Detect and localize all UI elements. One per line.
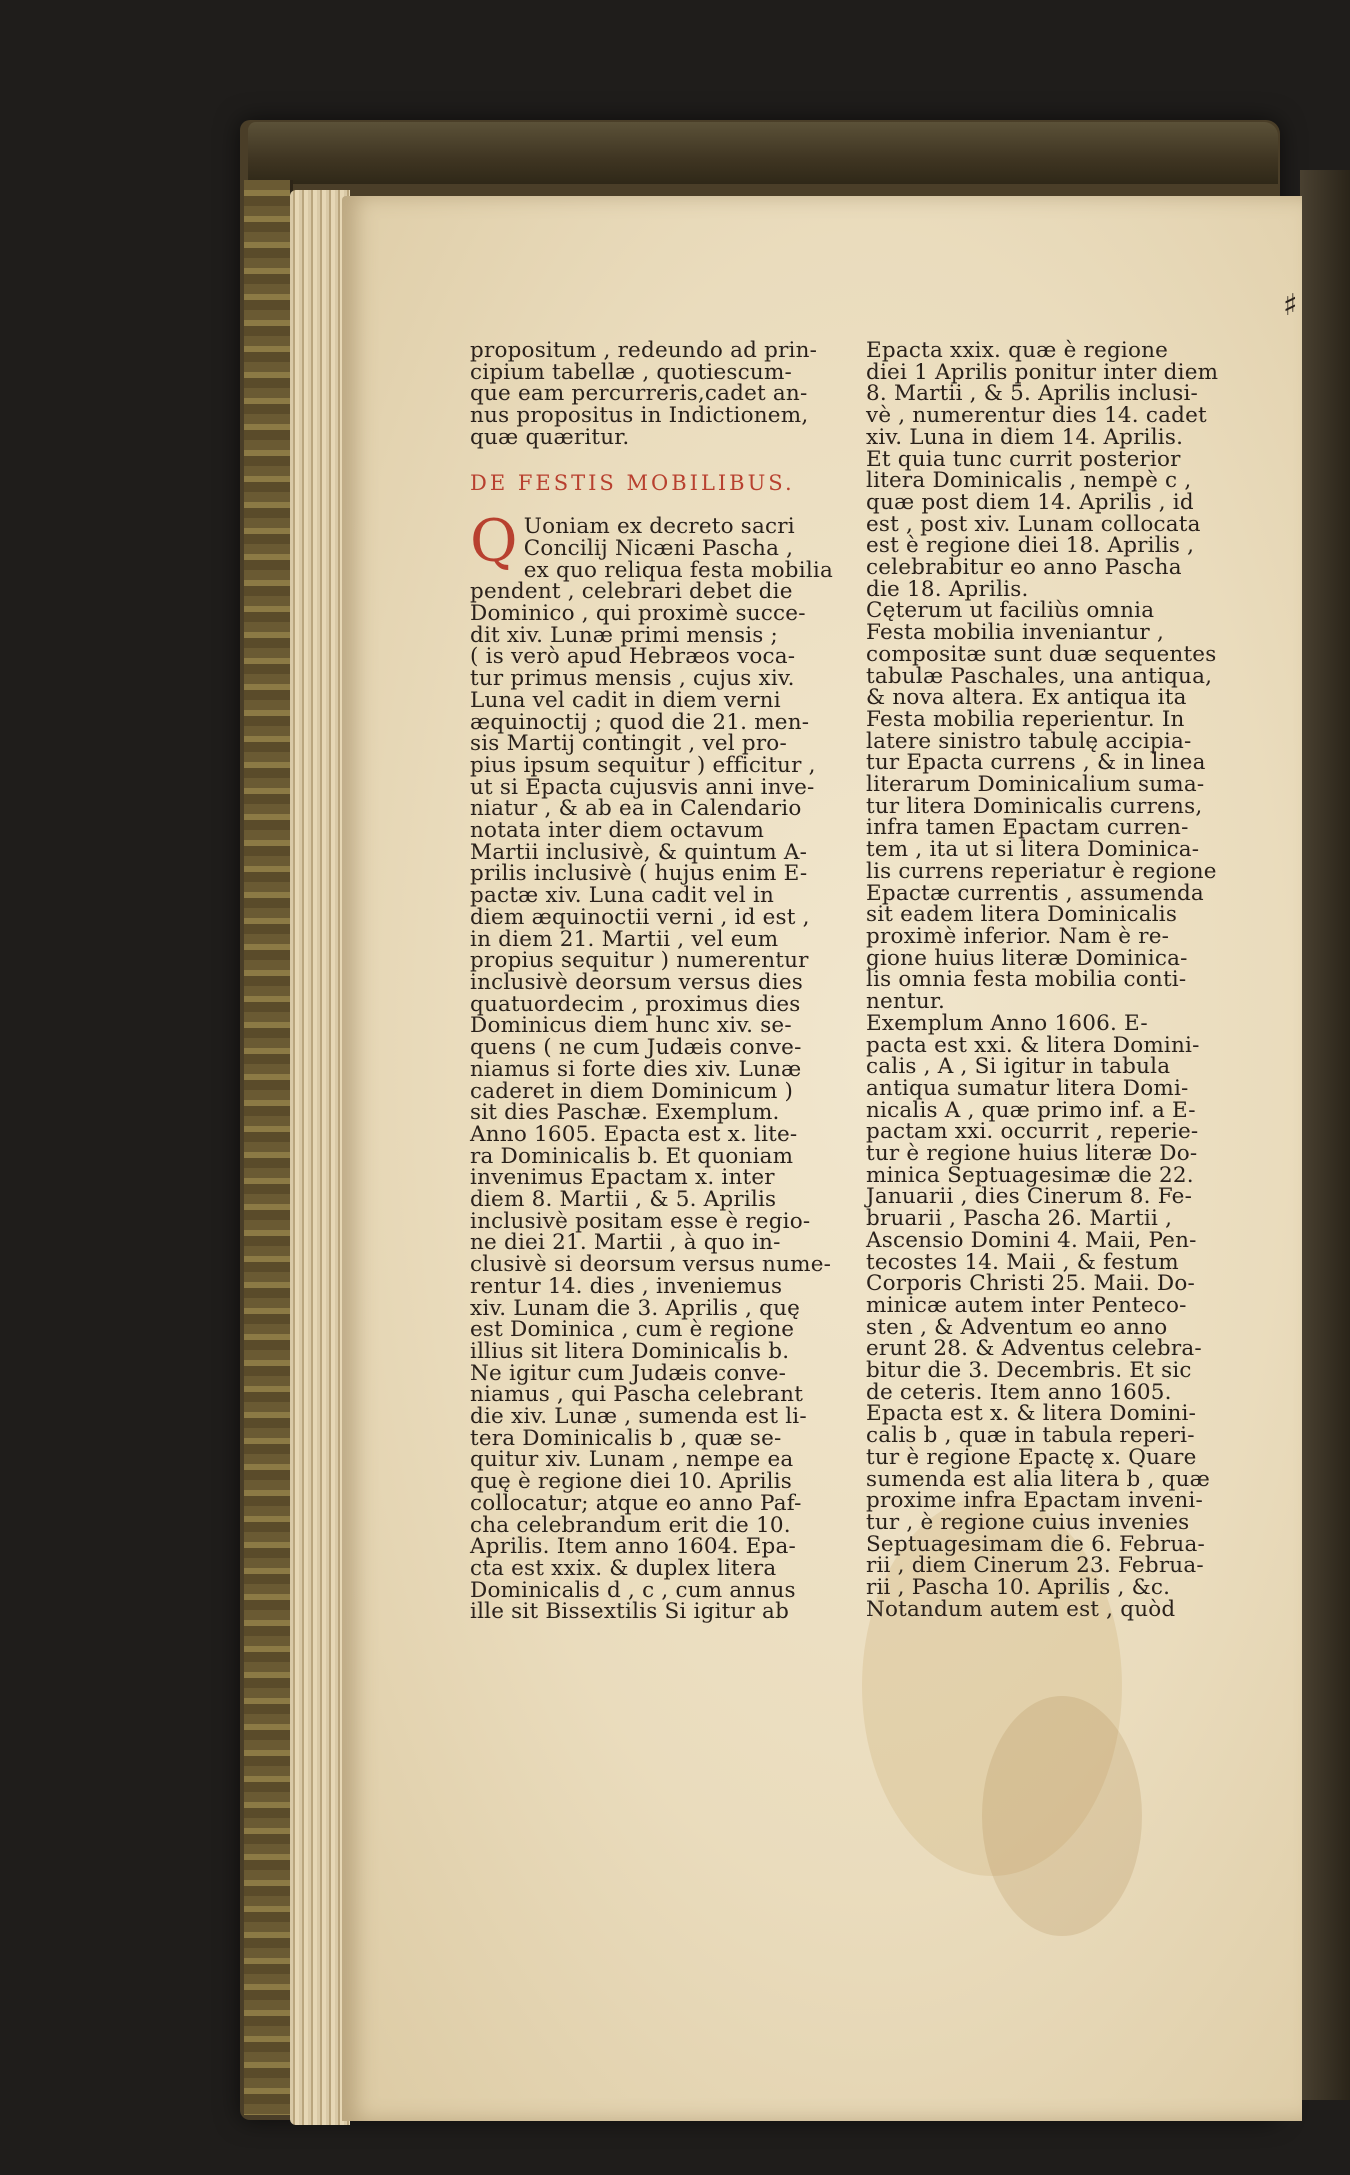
text-line: tabulæ Paschales, una antiqua, — [866, 663, 1213, 689]
text-line: sit dies Paschæ. Exemplum. — [470, 1100, 780, 1126]
text-line: lis omnia festa mobilia conti- — [866, 967, 1187, 993]
text-line: ut si Epacta cujusvis anni inve- — [470, 774, 815, 800]
text-line: Januarii , dies Cinerum 8. Fe- — [866, 1184, 1193, 1210]
text-line: literarum Dominicalium suma- — [866, 772, 1205, 798]
text-line: quitur xiv. Lunam , nempe ea — [470, 1447, 794, 1473]
text-line: est Dominica , cum è regione — [470, 1317, 795, 1343]
text-line: nicalis A , quæ primo inf. a E- — [866, 1097, 1196, 1123]
text-line: sumenda est alia litera b , quæ — [866, 1466, 1211, 1492]
text-line: quens ( ne cum Judæis conve- — [470, 1035, 802, 1061]
text-line: proximè inferior. Nam è re- — [866, 923, 1170, 949]
text-line: ille sit Bissextilis Si igitur ab — [470, 1599, 790, 1625]
text-line: pacta est xxi. & litera Domini- — [866, 1032, 1200, 1058]
book-spine — [244, 180, 293, 2115]
left-intro — [470, 340, 865, 449]
text-line: gione huius literæ Dominica- — [866, 945, 1188, 971]
text-line: rii , diem Cinerum 23. Februa- — [866, 1553, 1204, 1579]
text-line: Anno 1605. Epacta est x. lite- — [470, 1121, 798, 1147]
text-line: est , post xiv. Lunam collocata — [866, 511, 1201, 537]
right-board — [1300, 170, 1350, 2100]
text-line: 8. Martii , & 5. Aprilis inclusi- — [866, 381, 1198, 407]
right-column — [866, 340, 1244, 1620]
text-line: diem æquinoctii verni , id est , — [470, 904, 810, 930]
text-line: bruarii , Pascha 26. Martii , — [866, 1206, 1173, 1232]
text-line: cha celebrandum erit die 10. — [470, 1512, 791, 1538]
text-line: quæ quæritur. — [470, 424, 630, 450]
text-line: Epacta xxix. quæ è regione — [866, 338, 1169, 363]
text-line: litera Dominicalis , nempè c , — [866, 468, 1192, 494]
text-line: xiv. Luna in diem 14. Aprilis. — [866, 424, 1184, 450]
text-line: Notandum autem est , quòd — [866, 1596, 1176, 1622]
page-stain — [982, 1696, 1142, 1936]
text-line: prilis inclusivè ( hujus enim E- — [470, 861, 808, 887]
text-line: die xiv. Lunæ , sumenda est li- — [470, 1404, 807, 1430]
text-line: sis Martij contingit , vel pro- — [470, 731, 787, 757]
text-line: calis , A , Si igitur in tabula — [866, 1054, 1171, 1080]
text-line: Dominicalis d , c , cum annus — [470, 1577, 796, 1603]
text-line: ne diei 21. Martii , à quo in- — [470, 1230, 781, 1256]
text-line: minica Septuagesimæ die 22. — [866, 1162, 1194, 1188]
text-line: quæ post diem 14. Aprilis , id — [866, 489, 1194, 515]
text-line: in diem 21. Martii , vel eum — [470, 926, 779, 952]
text-line: Cęterum ut faciliùs omnia — [866, 598, 1155, 624]
text-line: & nova altera. Ex antiqua ita — [866, 685, 1187, 711]
text-line: proxime infra Epactam inveni- — [866, 1488, 1203, 1514]
text-line: Festa mobilia inveniantur , — [866, 620, 1164, 646]
text-line: inclusivè positam esse è regio- — [470, 1208, 811, 1234]
text-line: que eam percurreris,cadet an- — [470, 381, 808, 407]
text-line: erunt 28. & Adventus celebra- — [866, 1336, 1202, 1362]
text-line: sten , & Adventum eo anno — [866, 1314, 1168, 1340]
text-line: pactam xxi. occurrit , reperie- — [866, 1119, 1199, 1145]
book-top-edge — [248, 122, 1278, 184]
text-line: propositum , redeundo ad prin- — [470, 338, 818, 363]
text-line: Aprilis. Item anno 1604. Epa- — [470, 1534, 796, 1560]
text-line: ( is verò apud Hebræos voca- — [470, 644, 796, 670]
text-line: Et quia tunc currit posterior — [866, 446, 1181, 472]
section-heading: DE FESTIS MOBILIBUS. — [470, 470, 795, 495]
text-line: sit eadem litera Dominicalis — [866, 902, 1178, 928]
text-line: infra tamen Epactam curren- — [866, 815, 1189, 841]
text-line: compositæ sunt duæ sequentes — [866, 641, 1217, 667]
text-line: dit xiv. Lunæ primi mensis ; — [470, 622, 778, 648]
text-line: bitur die 3. Decembris. Et sic — [866, 1358, 1192, 1384]
text-line: quatuordecim , proximus dies — [470, 991, 801, 1017]
text-line: tur è regione Epactę x. Quare — [866, 1444, 1197, 1470]
text-line: nus propositus in Indictionem, — [470, 403, 809, 429]
text-line: cta est xxix. & duplex litera — [470, 1555, 777, 1581]
text-line: Ascensio Domini 4. Maii, Pen- — [866, 1227, 1197, 1253]
left-column — [470, 340, 865, 1623]
text-line: clusivè si deorsum versus nume- — [470, 1252, 832, 1278]
text-line: Martii inclusivè, & quintum A- — [470, 839, 808, 865]
text-line: Exemplum Anno 1606. E- — [866, 1010, 1148, 1036]
text-line: niamus , qui Pascha celebrant — [470, 1382, 804, 1408]
text-line: illius sit litera Dominicalis b. — [470, 1338, 790, 1364]
text-line: niatur , & ab ea in Calendario — [470, 796, 802, 822]
text-line: Dominicus diem hunc xiv. se- — [470, 1013, 792, 1039]
text-line: tem , ita ut si litera Dominica- — [866, 837, 1200, 863]
text-line: Corporis Christi 25. Maii. Do- — [866, 1271, 1195, 1297]
text-line: lis currens reperiatur è regione — [866, 858, 1217, 884]
text-line: æquinoctij ; quod die 21. men- — [470, 709, 810, 735]
text-line: tera Dominicalis b , quæ se- — [470, 1425, 782, 1451]
text-line: quę è regione diei 10. Aprilis — [470, 1469, 793, 1495]
text-line: tur primus mensis , cujus xiv. — [470, 666, 795, 692]
text-line: pactæ xiv. Luna cadit vel in — [470, 883, 775, 909]
text-line: rentur 14. dies , inveniemus — [470, 1273, 783, 1299]
text-line: tur litera Dominicalis currens, — [866, 793, 1203, 819]
text-line: tur è regione huius literæ Do- — [866, 1141, 1198, 1167]
text-line: minicæ autem inter Penteco- — [866, 1292, 1187, 1318]
text-line: Epacta est x. & litera Domini- — [866, 1401, 1197, 1427]
text-line: est è regione diei 18. Aprilis , — [866, 533, 1195, 559]
text-line: Dominico , qui proximè succe- — [470, 601, 806, 627]
text-line: collocatur; atque eo anno Paf- — [470, 1490, 802, 1516]
left-body — [470, 507, 865, 1625]
page-ornament: ♯ — [1283, 288, 1298, 323]
text-line: invenimus Epactam x. inter — [470, 1165, 775, 1191]
text-line: pendent , celebrari debet die — [470, 579, 793, 605]
text-line: nentur. — [866, 989, 946, 1015]
text-line: caderet in diem Dominicum ) — [470, 1078, 794, 1104]
text-line: notata inter diem octavum — [470, 818, 765, 844]
text-line: Epactæ currentis , assumenda — [866, 880, 1204, 906]
text-line: Ne igitur cum Judæis conve- — [470, 1360, 787, 1386]
text-line: Festa mobilia reperientur. In — [866, 706, 1185, 732]
text-line: tur Epacta currens , & in linea — [866, 750, 1206, 776]
text-line: tecostes 14. Maii , & festum — [866, 1249, 1179, 1275]
text-line: vè , numerentur dies 14. cadet — [866, 403, 1207, 429]
text-line: latere sinistro tabulę accipia- — [866, 728, 1192, 754]
page-edges — [290, 190, 350, 2125]
text-line: celebrabitur eo anno Pascha — [866, 555, 1182, 581]
text-line: calis b , quæ in tabula reperi- — [866, 1423, 1195, 1449]
text-line: Uoniam ex decreto sacri — [523, 514, 795, 540]
text-line: pius ipsum sequitur ) efficitur , — [470, 752, 816, 778]
text-line: niamus si forte dies xiv. Lunæ — [470, 1056, 802, 1082]
text-line: de ceteris. Item anno 1605. — [866, 1379, 1172, 1405]
text-line: die 18. Aprilis. — [866, 576, 1029, 602]
text-line: Septuagesimam die 6. Februa- — [866, 1531, 1205, 1557]
text-line: propius sequitur ) numerentur — [470, 948, 809, 974]
text-line: diem 8. Martii , & 5. Aprilis — [470, 1187, 777, 1213]
text-line: rii , Pascha 10. Aprilis , &c. — [866, 1575, 1171, 1601]
text-line: ex quo reliqua festa mobilia — [523, 557, 833, 583]
text-line: xiv. Lunam die 3. Aprilis , quę — [470, 1295, 801, 1321]
drop-capital: Q — [470, 507, 518, 576]
text-line: inclusivè deorsum versus dies — [470, 969, 804, 995]
text-line: Concilij Nicæni Pascha , — [523, 535, 794, 561]
text-line: ra Dominicalis b. Et quoniam — [470, 1143, 794, 1169]
text-line: antiqua sumatur litera Domi- — [866, 1075, 1189, 1101]
text-line: diei 1 Aprilis ponitur inter diem — [866, 359, 1219, 385]
text-line: tur , è regione cuius invenies — [866, 1509, 1190, 1535]
text-line: Luna vel cadit in diem verni — [470, 687, 781, 713]
text-line: cipium tabellæ , quotiescum- — [470, 359, 793, 385]
